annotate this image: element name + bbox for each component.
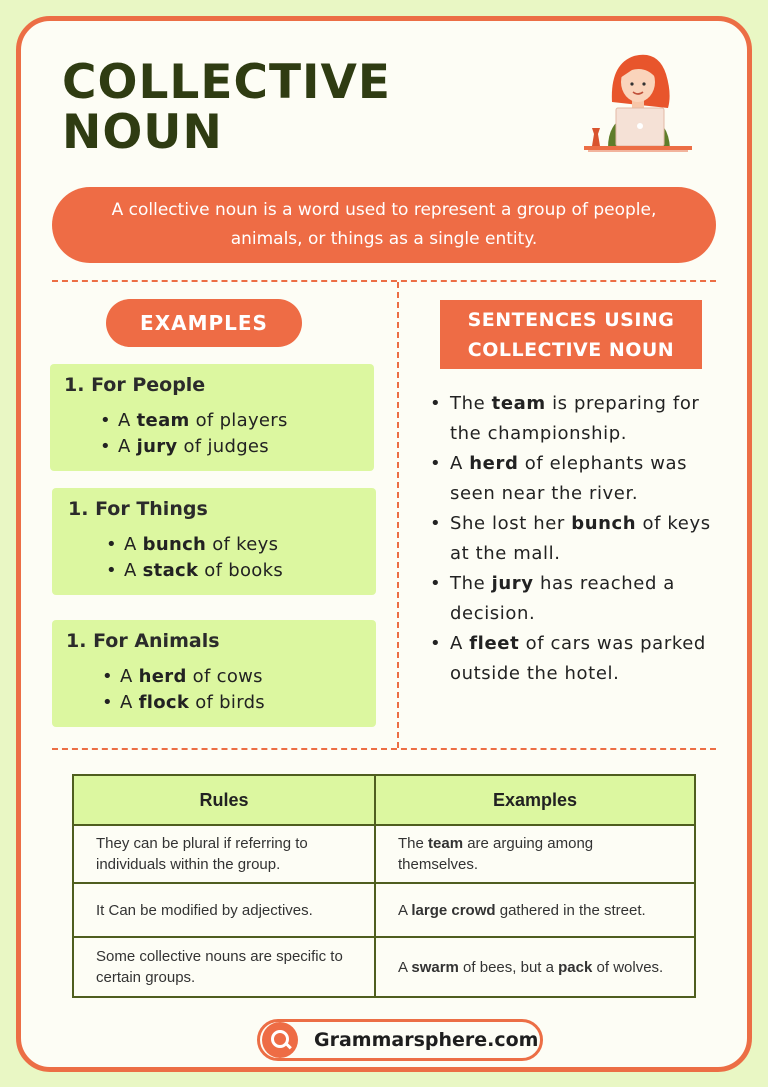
sentence-item: • The jury has reached a decision. bbox=[428, 569, 713, 629]
sentence-item: • A herd of elephants was seen near the river. bbox=[428, 449, 713, 509]
table-row bbox=[73, 937, 695, 997]
examples-heading: EXAMPLES bbox=[106, 299, 302, 347]
divider-top bbox=[52, 280, 716, 282]
woman-with-laptop-illustration bbox=[582, 44, 698, 160]
rule-cell: Some collective nouns are specific to certain groups. bbox=[73, 937, 375, 997]
category-list bbox=[106, 532, 283, 584]
category-title: 1. For Animals bbox=[66, 630, 220, 652]
sentence-item: • The team is preparing for the championship. bbox=[428, 389, 713, 449]
list-item: • A bunch of keys bbox=[106, 532, 283, 558]
definition-banner: A collective noun is a word used to represent a group of people, animals, or things as a single entity. bbox=[52, 187, 716, 263]
list-item: • A team of players bbox=[100, 408, 288, 434]
category-list bbox=[102, 664, 265, 716]
sentence-item: • A fleet of cars was parked outside the hotel. bbox=[428, 629, 713, 689]
table-row bbox=[73, 825, 695, 883]
rules-table bbox=[72, 774, 696, 998]
category-title: 1. For Things bbox=[68, 498, 208, 520]
category-title: 1. For People bbox=[64, 374, 206, 396]
divider-bottom bbox=[52, 748, 716, 750]
example-cell: The team are arguing among themselves. bbox=[375, 825, 695, 883]
sentence-list bbox=[428, 389, 713, 689]
rule-cell: It Can be modified by adjectives. bbox=[73, 883, 375, 937]
list-item: • A stack of books bbox=[106, 558, 283, 584]
page-title: COLLECTIVE NOUN bbox=[62, 55, 391, 160]
category-list bbox=[100, 408, 288, 460]
divider-vertical bbox=[397, 282, 399, 748]
example-cell: A large crowd gathered in the street. bbox=[375, 883, 695, 937]
table-header-row bbox=[73, 775, 695, 825]
category-people bbox=[50, 364, 374, 471]
list-item: • A flock of birds bbox=[102, 690, 265, 716]
category-things bbox=[52, 488, 376, 595]
example-cell: A swarm of bees, but a pack of wolves. bbox=[375, 937, 695, 997]
header-examples: Examples bbox=[375, 775, 695, 825]
sentences-heading: SENTENCES USING COLLECTIVE NOUN bbox=[440, 300, 702, 369]
category-animals bbox=[52, 620, 376, 727]
list-item: • A herd of cows bbox=[102, 664, 265, 690]
search-icon bbox=[262, 1022, 298, 1058]
website-url: Grammarsphere.com bbox=[314, 1029, 539, 1051]
list-item: • A jury of judges bbox=[100, 434, 288, 460]
table-row bbox=[73, 883, 695, 937]
sentence-item: • She lost her bunch of keys at the mall. bbox=[428, 509, 713, 569]
rule-cell: They can be plural if referring to individuals within the group. bbox=[73, 825, 375, 883]
website-badge[interactable] bbox=[257, 1019, 543, 1061]
header-rules: Rules bbox=[73, 775, 375, 825]
